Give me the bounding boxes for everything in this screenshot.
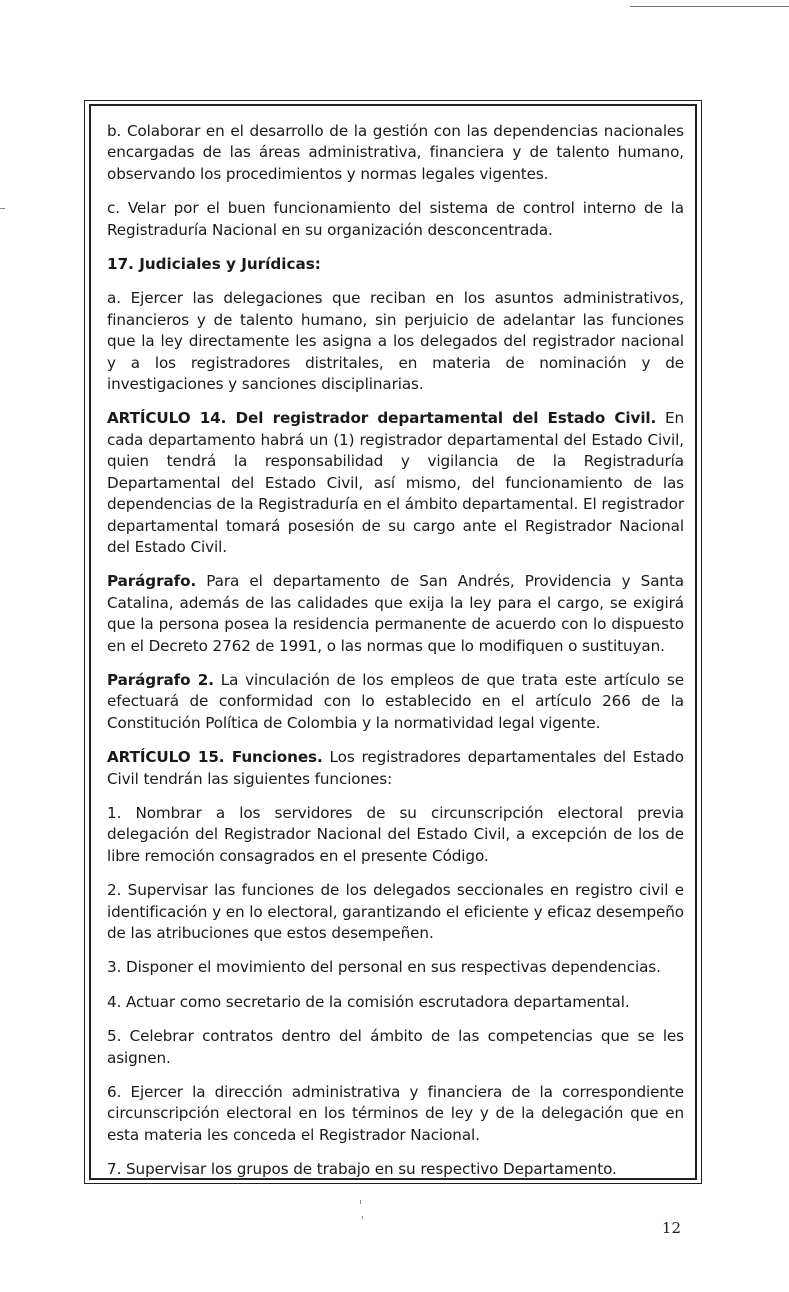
function-item-1 [107,803,684,867]
paragraph-text: 1. Nombrar a los servidores de su circunscripción electoral previa delegación del Registrador Nacional del Estado Civil, a excepción de los de libre remoción consagrados en el presente Código. [107,803,684,865]
paragraph-text: c. Velar por el buen funcionamiento del sistema de control interno de la Registraduría Nacional en su organización desconcentrada. [107,199,684,239]
article-heading: ARTÍCULO 14. Del registrador departamental del Estado Civil. [107,409,657,428]
function-item-2 [107,880,684,944]
function-item-3 [107,957,684,978]
articulo-14 [107,408,684,558]
function-item-4 [107,992,684,1013]
paragraph-text: En cada departamento habrá un (1) registrador departamental del Estado Civil, quien tendrá la responsabilidad y vigilancia de la Registraduría Departamental del Estado Civil, así mismo, del funcionamiento de las dependencias de la Registraduría en el ámbito departamental. El registrador departamental tomará posesión de su cargo ante el Registrador Nacional del Estado Civil. [107,409,684,556]
paragraph-text: Los registradores departamentales del Estado Civil tendrán las siguientes funciones: [107,748,685,788]
section-heading-judiciales: 17. Judiciales y Jurídicas: [107,255,321,274]
document-body [107,121,684,1181]
paragraph-text: 2. Supervisar las funciones de los delegados seccionales en registro civil e identificación y en lo electoral, garantizando el eficiente y eficaz desempeño de las atribuciones que estos desempeñen. [107,881,684,942]
paragraph-text: b. Colaborar en el desarrollo de la gestión con las dependencias nacionales encargadas de las áreas administrativa, financiera y de talento humano, observando los procedimientos y normas legales vigentes. [107,122,684,183]
function-item-5 [107,1026,684,1069]
function-item-6 [107,1082,684,1146]
paragraph-b [107,121,684,185]
paragraph-text: 3. Disponer el movimiento del personal en sus respectivas dependencias. [107,958,661,977]
paragrafo-2 [107,670,684,734]
page-number: 12 [661,1219,681,1237]
paragrafo-heading: Parágrafo. [107,572,197,591]
paragraph-c [107,198,684,241]
paragraph-text: 5. Celebrar contratos dentro del ámbito de las competencias que se les asignen. [107,1027,684,1067]
center-scan-mark [360,1200,361,1204]
articulo-15 [107,747,684,790]
paragrafo-heading: Parágrafo 2. [107,670,214,689]
paragraph-text: 4. Actuar como secretario de la comisión escrutadora departamental. [107,992,630,1011]
left-scan-mark [0,208,5,209]
center-scan-mark-2 [362,1216,363,1219]
paragraph-a [107,288,684,395]
paragraph-text: Para el departamento de San Andrés, Providencia y Santa Catalina, además de las calidades que exija la ley para el cargo, se exigirá que la persona posea la residencia permanente de acuerdo con lo dispuesto en el Decreto 2762 de 1991, o las normas que lo modifiquen o sustituyan. [107,572,684,655]
paragraph-text: 6. Ejercer la dirección administrativa y financiera de la correspondiente circunscripción electoral en los términos de ley y de la delegación que en esta materia les conceda el Registrador Nacional. [107,1083,684,1144]
top-scan-rule [630,6,789,7]
function-item-7 [107,1159,684,1180]
paragraph-text: a. Ejercer las delegaciones que reciban en los asuntos administrativos, financieros y de talento humano, sin perjuicio de adelantar las funciones que la ley directamente les asigna a los delegados del registrador nacional y a los registradores distritales, en materia de nominación y de investigaciones y sanciones disciplinarias. [107,289,684,394]
paragraph-text: La vinculación de los empleos de que trata este artículo se efectuará de conformidad con lo establecido en el artículo 266 de la Constitución Política de Colombia y la normatividad legal vigente. [107,670,684,732]
paragrafo-1 [107,571,684,657]
article-heading: ARTÍCULO 15. Funciones. [107,748,323,767]
paragraph-text: 7. Supervisar los grupos de trabajo en su respectivo Departamento. [107,1160,617,1179]
